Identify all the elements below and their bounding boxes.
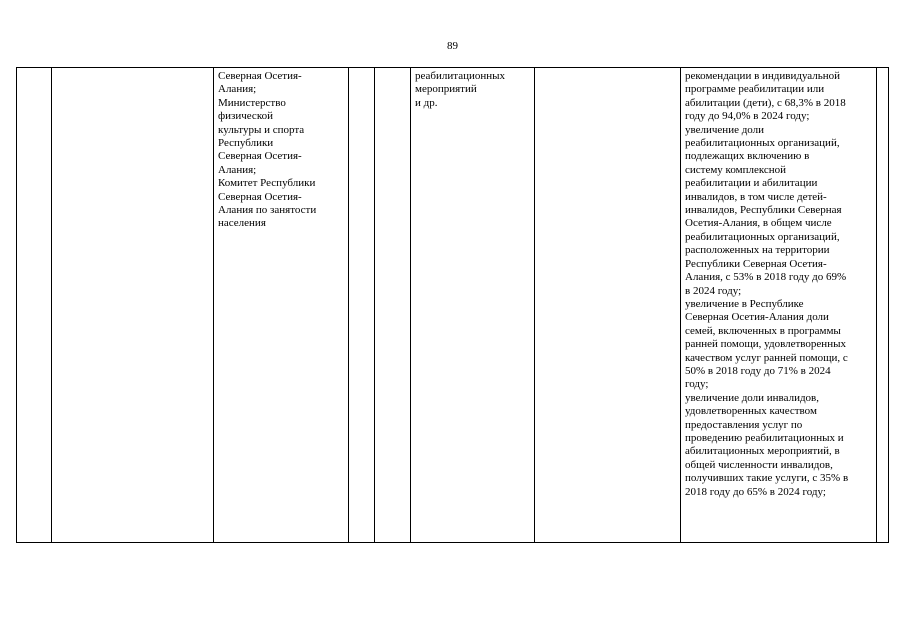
text-line: инвалидов, в том числе детей- xyxy=(685,190,827,203)
cell-start xyxy=(349,68,375,543)
text-line: качеством услуг ранней помощи, с xyxy=(685,351,848,364)
cell-end xyxy=(375,68,411,543)
cell-name xyxy=(52,68,214,543)
results-text xyxy=(685,70,872,499)
text-line: реабилитационных организаций, xyxy=(685,137,840,150)
text-line: 2018 году до 65% в 2024 году; xyxy=(685,485,826,498)
text-line: программе реабилитации или xyxy=(685,83,825,96)
executors-text xyxy=(218,70,344,231)
text-line: населения xyxy=(218,217,266,230)
text-line: абилитационных мероприятий, в xyxy=(685,445,840,458)
activities-text xyxy=(415,70,530,110)
text-line: культуры и спорта xyxy=(218,123,305,136)
text-line: году; xyxy=(685,378,709,391)
text-line: Осетия-Алания, в общем числе xyxy=(685,217,832,230)
text-line: Республики Северная Осетия- xyxy=(685,257,827,270)
text-line: Северная Осетия- xyxy=(218,190,302,203)
text-line: Комитет Республики xyxy=(218,177,316,190)
text-line: удовлетворенных качеством xyxy=(685,405,817,418)
cell-number xyxy=(17,68,52,543)
text-line: увеличение доли xyxy=(685,123,765,136)
text-line: физической xyxy=(218,110,273,123)
text-line: семей, включенных в программы xyxy=(685,324,841,337)
text-line: мероприятий xyxy=(415,83,477,96)
text-line: расположенных на территории xyxy=(685,244,830,257)
cell-funding xyxy=(535,68,681,543)
text-line: Северная Осетия- xyxy=(218,150,302,163)
text-line: в 2024 году; xyxy=(685,284,742,297)
text-line: предоставления услуг по xyxy=(685,418,803,431)
text-line: инвалидов, Республики Северная xyxy=(685,204,842,217)
text-line: году до 94,0% в 2024 году; xyxy=(685,110,810,123)
cell-extra xyxy=(877,68,889,543)
table-row xyxy=(17,68,889,543)
text-line: Северная Осетия- xyxy=(218,70,302,82)
text-line: увеличение доли инвалидов, xyxy=(685,391,820,404)
text-line: общей численности инвалидов, xyxy=(685,458,833,471)
text-line: увеличение в Республике xyxy=(685,297,804,310)
text-line: Алания; xyxy=(218,163,257,176)
text-line: и др. xyxy=(415,96,438,109)
text-line: реабилитации и абилитации xyxy=(685,177,818,190)
text-line: рекомендации в индивидуальной xyxy=(685,70,841,82)
text-line: подлежащих включению в xyxy=(685,150,810,163)
cell-executors xyxy=(214,68,349,543)
text-line: Алания, с 53% в 2018 году до 69% xyxy=(685,271,847,284)
text-line: систему комплексной xyxy=(685,163,787,176)
text-line: проведению реабилитационных и xyxy=(685,431,844,444)
text-line: реабилитационных xyxy=(415,70,506,82)
page-number: 89 xyxy=(447,40,458,52)
text-line: абилитации (дети), с 68,3% в 2018 xyxy=(685,96,846,109)
cell-results xyxy=(681,68,877,543)
program-table xyxy=(16,67,889,543)
text-line: Республики xyxy=(218,137,274,150)
text-line: Алания по занятости xyxy=(218,204,317,217)
text-line: Северная Осетия-Алания доли xyxy=(685,311,829,324)
text-line: реабилитационных организаций, xyxy=(685,230,840,243)
text-line: Министерство xyxy=(218,96,286,109)
cell-activities xyxy=(411,68,535,543)
text-line: 50% в 2018 году до 71% в 2024 xyxy=(685,364,831,377)
text-line: Алания; xyxy=(218,83,257,96)
text-line: получивших такие услуги, с 35% в xyxy=(685,472,849,485)
text-line: ранней помощи, удовлетворенных xyxy=(685,338,846,351)
